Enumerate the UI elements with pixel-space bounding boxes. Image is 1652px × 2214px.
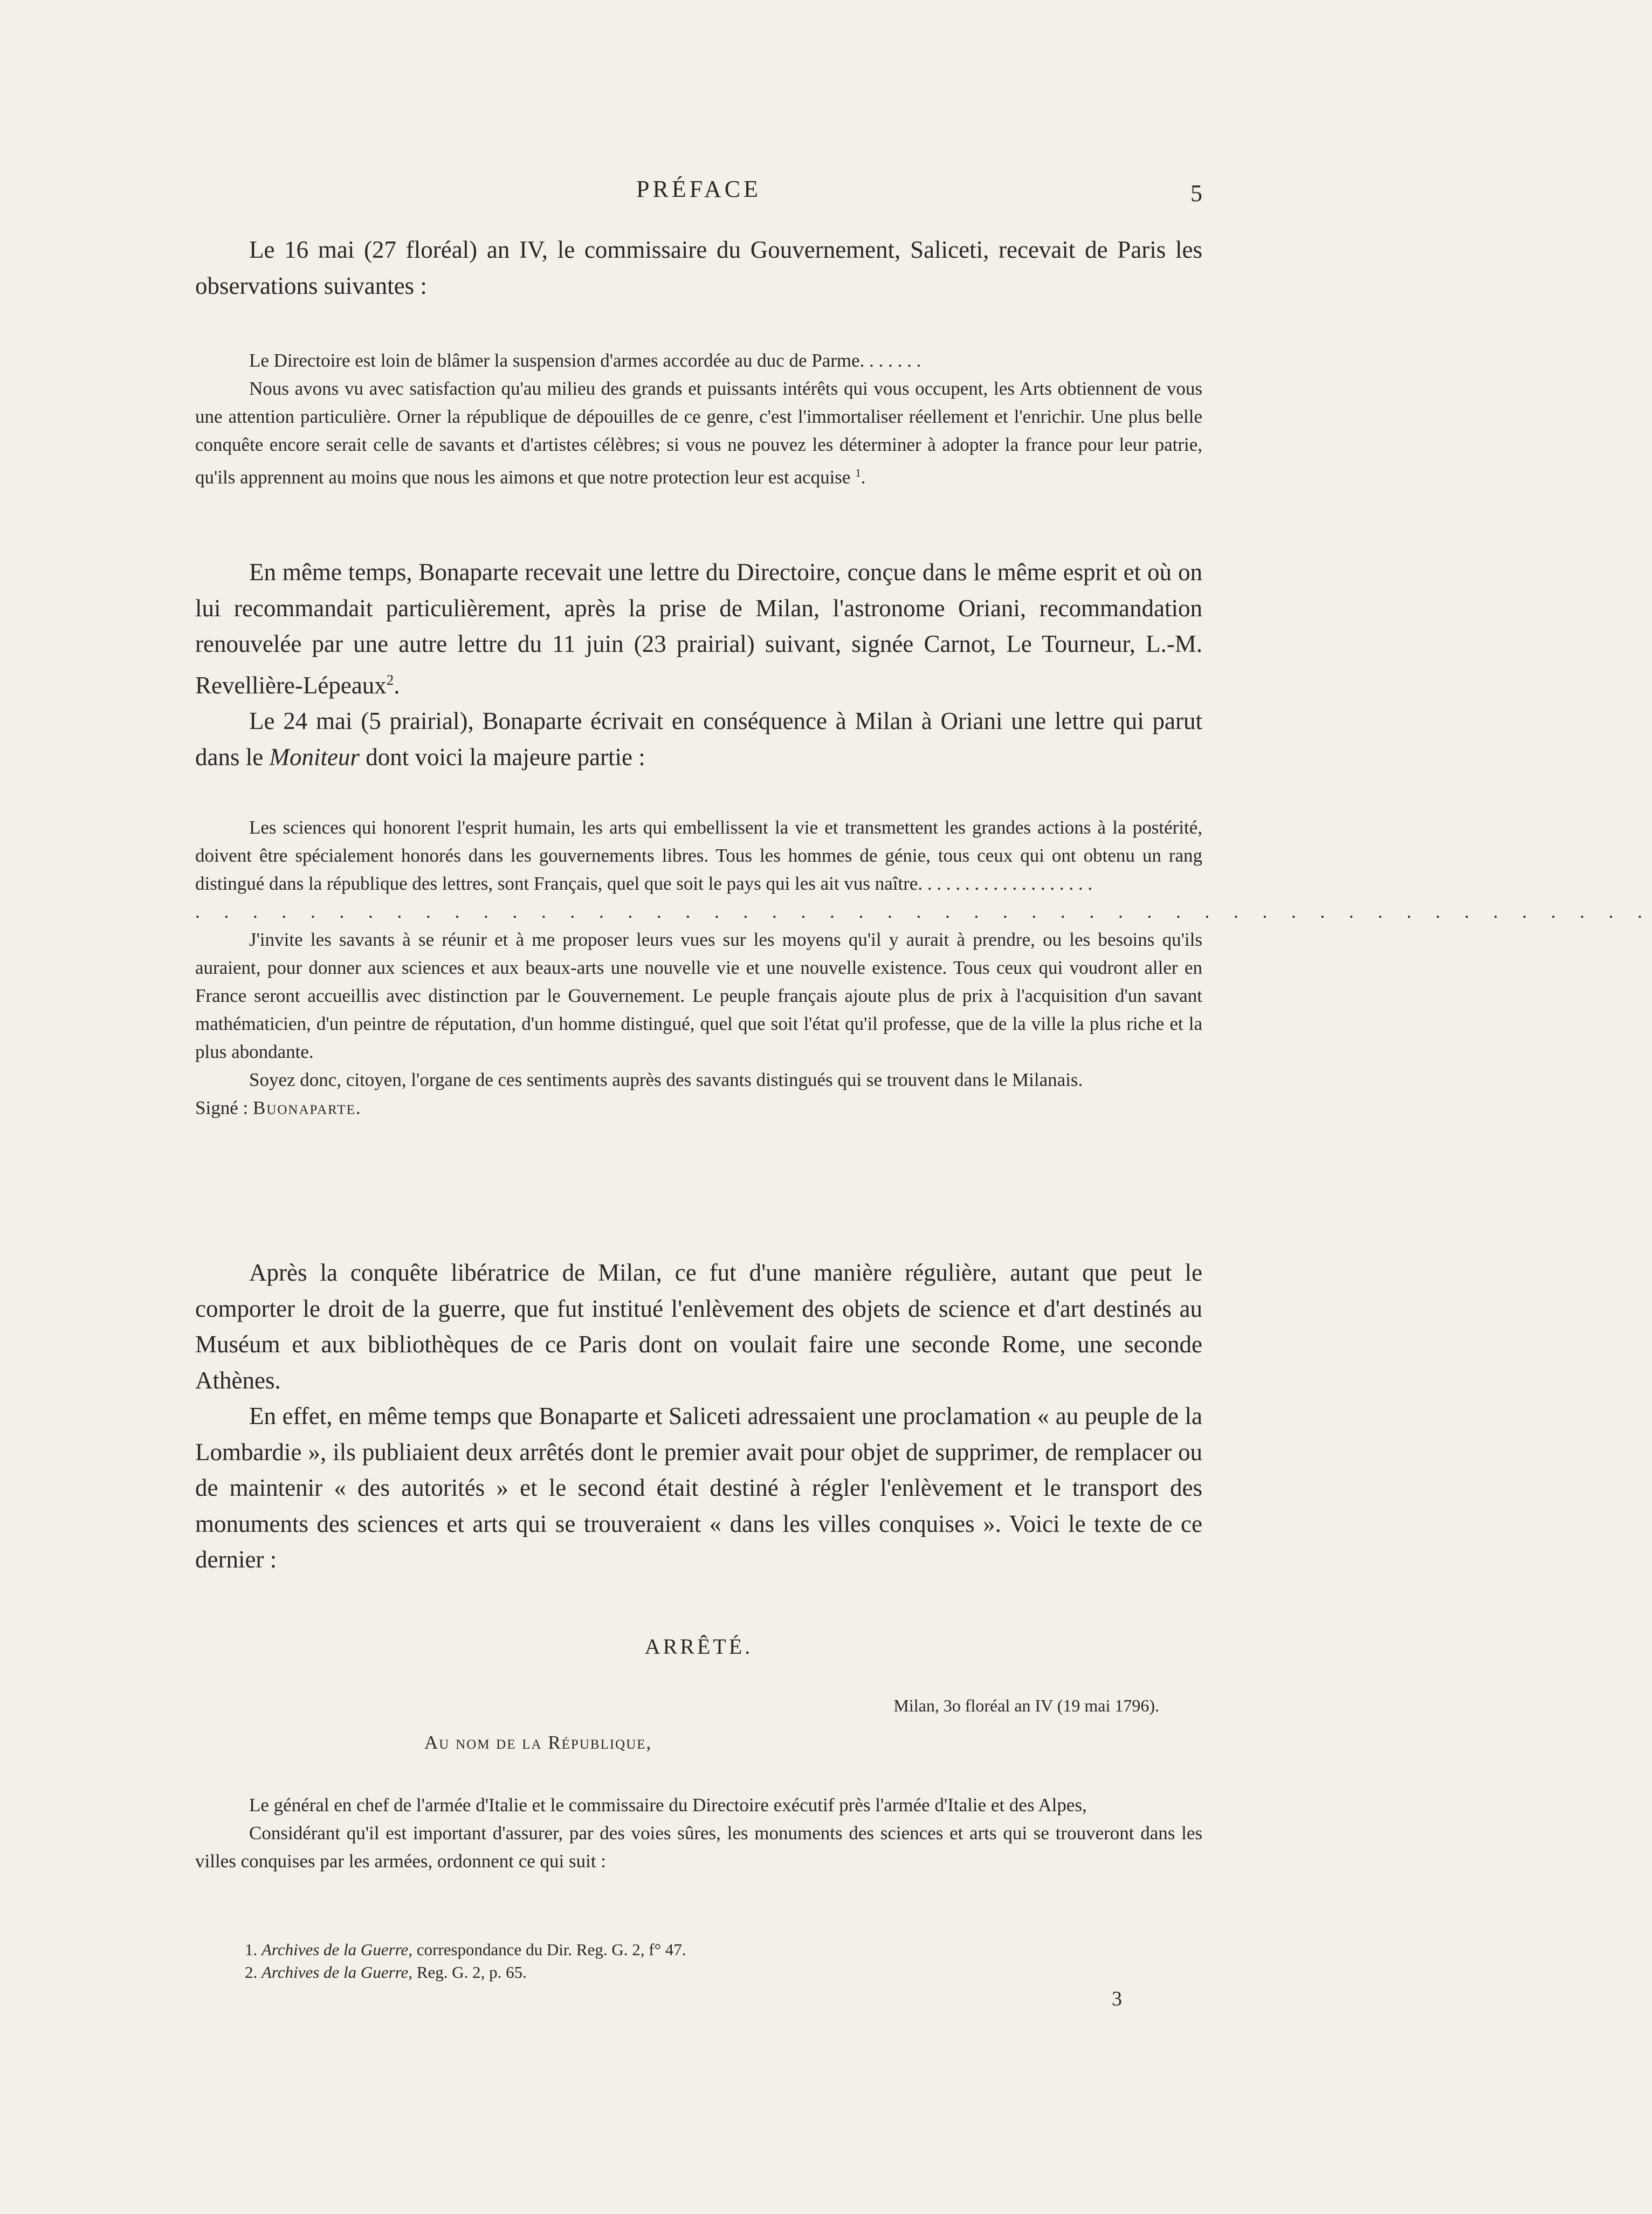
signature-name: Buonaparte. (252, 1097, 362, 1118)
page-number: 5 (1190, 180, 1202, 207)
paragraph-2: En même temps, Bonaparte recevait une lettre du Directoire, conçue dans le même esprit et où on lui recommandait particulièrement, après la prise de Milan, l'astronome Oriani, recommandation renouvelée par une autre lettre du 11 juin (23 prairial) suivant, signée Carnot, Le Tourneur, L.-M. Revellière-Lépeaux$^2$. (195, 559, 1202, 699)
page (195, 0, 1652, 2214)
footnote-ref-2: 2 (386, 671, 394, 688)
signature-line: Signé : Buonaparte. (195, 1097, 362, 1118)
footnote-1: 1. Archives de la Guerre, correspondance du Dir. Reg. G. 2, f° 47. (245, 1940, 686, 1959)
running-header (195, 175, 1202, 208)
quote-bonaparte (195, 814, 1652, 1122)
arrete-title: ARRÊTÉ. (644, 1634, 753, 1659)
main-paragraphs-b (195, 1255, 1202, 1578)
quote-2-para-2: J'invite les savants à se réunir et à me proposer leurs vues sur les moyens qu'il y aurait à prendre, ou les besoins qu'ils auraient, pour donner aux sciences et aux beaux-arts une nouvelle vie et une nouvelle existence. Tous ceux qui voudront aller en France seront accueillis avec distinction par le Gouvernement. Le peuple français ajoute plus de prix à l'acquisition d'un savant mathématicien, d'un peintre de réputation, d'un homme distingué, quel que soit l'état qu'il professe, que de la ville la plus riche et la plus abondante. (195, 929, 1202, 1062)
paragraph-intro (195, 232, 1202, 304)
arrete-date: Milan, 3o floréal an IV (19 mai 1796). (893, 1696, 1159, 1715)
paragraph-3: Le 24 mai (5 prairial), Bonaparte écrivait en conséquence à Milan à Oriani une lettre qui parut dans le Moniteur dont voici la majeure partie : (195, 707, 1202, 771)
paragraph-5: En effet, en même temps que Bonaparte et Saliceti adressaient une proclamation « au peuple de la Lombardie », ils publiaient deux arrêtés dont le premier avait pour objet de supprimer, de remplacer ou de maintenir « des autorités » et le second était destiné à régler l'enlèvement et le transport des monuments des sciences et arts qui se trouveraient « dans les villes conquises ». Voici le texte de ce dernier : (195, 1402, 1202, 1573)
moniteur-title: Moniteur (269, 743, 360, 771)
footnote-ref-1: 1 (855, 466, 861, 479)
quote-2-para-3: Soyez donc, citoyen, l'organe de ces sentiments auprès des savants distingués qui se trouvent dans le Milanais. (249, 1069, 1083, 1090)
header-title: PRÉFACE (636, 176, 761, 202)
signature-mark: 3 (1112, 1988, 1122, 2010)
paragraph-4: Après la conquête libératrice de Milan, ce fut d'une manière régulière, autant que peut le comporter le droit de la guerre, que fut institué l'enlèvement des objets de science et d'art destinés au Muséum et aux bibliothèques de ce Paris dont on voulait faire une seconde Rome, une seconde Athènes. (195, 1259, 1202, 1394)
quote-1-line-1: Le Directoire est loin de blâmer la suspension d'armes accordée au duc de Parme. . . . . . . (249, 350, 921, 371)
footnote-2: 2. Archives de la Guerre, Reg. G. 2, p. 65. (245, 1963, 527, 1982)
main-paragraphs-a (195, 554, 1202, 775)
footnotes (245, 1938, 1161, 1984)
paragraph-1: Le 16 mai (27 floréal) an IV, le commissaire du Gouvernement, Saliceti, recevait de Paris les observations suivantes : (195, 236, 1202, 299)
arrete-invocation: Au nom de la République, (424, 1732, 652, 1753)
quote-1-para-2: Nous avons vu avec satisfaction qu'au milieu des grands et puissants intérêts qui vous occupent, les Arts obtiennent de vous une attention particulière. Orner la république de dépouilles de ce genre, c'est l'immortaliser réellement et l'enrichir. Une plus belle conquête encore serait celle de savants et d'artistes célèbres; si vous ne pouvez les déterminer à adopter la france pour leur patrie, qu'ils apprennent au moins que nous les aimons et que notre protection leur est acquise $^1$. (195, 378, 1202, 488)
quote-2-ellipsis-line: . . . . . . . . . . . . . . . . . . . . . . . . . . . . . . . . . . . . . . . . . . . . . . . . . . . (195, 901, 1652, 922)
arrete-para-1: Le général en chef de l'armée d'Italie et le commissaire du Directoire exécutif près l'armée d'Italie et des Alpes, (249, 1794, 1087, 1816)
quote-directoire (195, 347, 1202, 492)
arrete-text (195, 1791, 1202, 1875)
quote-2-para-1: Les sciences qui honorent l'esprit humain, les arts qui embellissent la vie et transmettent les grandes actions à la postérité, doivent être spécialement honorés dans les gouvernements libres. Tous les hommes de génie, tous ceux qui ont obtenu un rang distingué dans la république des lettres, sont Français, quel que soit le pays qui les ait vus naître. . . . . . . . . . . . . . . . . . . (195, 817, 1202, 894)
arrete-para-2: Considérant qu'il est important d'assurer, par des voies sûres, les monuments des sciences et arts qui se trouveront dans les villes conquises par les armées, ordonnent ce qui suit : (195, 1823, 1202, 1872)
